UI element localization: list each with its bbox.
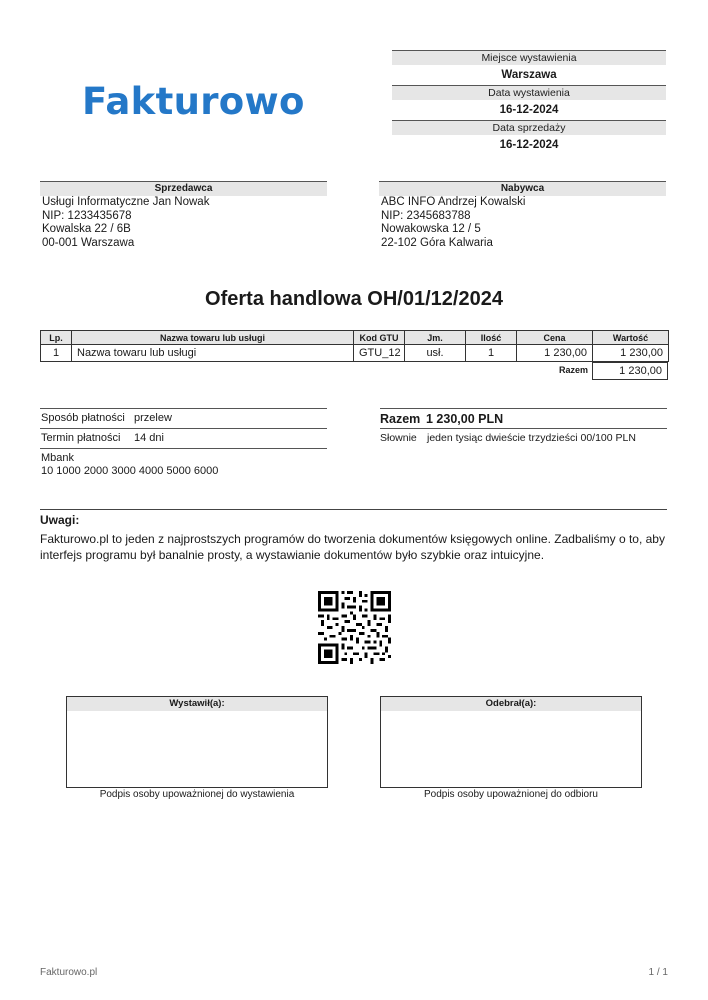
summary-words-value: jeden tysiąc dwieście trzydzieści 00/100 PLN [427, 432, 636, 444]
payment-term-value: 14 dni [134, 432, 164, 444]
notes-label: Uwagi: [40, 513, 80, 527]
col-header-gtu: Kod GTU [354, 331, 405, 345]
buyer-street: Nowakowska 12 / 5 [381, 223, 481, 235]
seller-street: Kowalska 22 / 6B [42, 223, 131, 235]
receiver-signature-box [380, 696, 642, 788]
table-total-value: 1 230,00 [592, 362, 668, 380]
sale-date-value: 16-12-2024 [499, 139, 559, 151]
footer-site: Fakturowo.pl [40, 967, 98, 978]
cell-unit: usł. [405, 345, 466, 362]
summary-words-label: Słownie [380, 432, 417, 444]
bank-name: Mbank [41, 452, 75, 464]
cell-value: 1 230,00 [593, 345, 669, 362]
col-header-price: Cena [517, 331, 593, 345]
col-header-unit: Jm. [405, 331, 466, 345]
receiver-signature-caption: Podpis osoby upoważnionej do odbioru [423, 789, 598, 800]
buyer-block [379, 181, 666, 250]
buyer-nip: NIP: 2345683788 [381, 209, 471, 222]
table-row [41, 345, 669, 362]
issue-date-value: 16-12-2024 [499, 104, 559, 116]
bank-account: 10 1000 2000 3000 4000 5000 6000 [41, 465, 219, 477]
issue-meta-box [392, 50, 666, 155]
summary-words-row [380, 428, 667, 447]
payment-method-value: przelew [134, 412, 172, 424]
seller-nip: NIP: 1233435678 [42, 209, 132, 222]
issue-place-value: Warszawa [501, 69, 557, 81]
issuer-signature-heading: Wystawił(a): [67, 697, 327, 711]
col-header-value: Wartość [593, 331, 669, 345]
summary-total-value: 1 230,00 PLN [426, 412, 504, 426]
qr-code-icon [318, 591, 391, 664]
cell-price: 1 230,00 [517, 345, 593, 362]
col-header-name: Nazwa towaru lub usługi [72, 331, 354, 345]
cell-gtu: GTU_12 [354, 345, 405, 362]
payment-method-row [40, 408, 327, 428]
seller-heading: Sprzedawca [40, 181, 327, 196]
summary-total-label: Razem [380, 412, 421, 426]
issuer-signature-caption: Podpis osoby upoważnionej do wystawienia [99, 789, 295, 800]
cell-name: Nazwa towaru lub usługi [72, 345, 354, 362]
col-header-qty: Ilość [466, 331, 517, 345]
notes-divider [40, 509, 667, 510]
issue-date-label: Data wystawienia [392, 85, 666, 100]
sale-date-label: Data sprzedaży [392, 120, 666, 135]
seller-block [40, 181, 327, 250]
buyer-name: ABC INFO Andrzej Kowalski [381, 196, 526, 208]
receiver-signature-heading: Odebrał(a): [381, 697, 641, 711]
cell-qty: 1 [466, 345, 517, 362]
document-title: Oferta handlowa OH/01/12/2024 [205, 288, 503, 310]
summary-total-row [380, 408, 667, 429]
company-logo: Fakturowo [82, 80, 305, 123]
seller-city: 00-001 Warszawa [42, 236, 135, 249]
col-header-lp: Lp. [41, 331, 72, 345]
table-total-label: Razem [558, 365, 588, 375]
items-table [40, 330, 669, 362]
issue-place-label: Miejsce wystawienia [392, 50, 666, 65]
payment-term-row [40, 428, 327, 448]
cell-lp: 1 [41, 345, 72, 362]
items-header-row [41, 331, 669, 345]
seller-name: Usługi Informatyczne Jan Nowak [42, 196, 210, 208]
notes-text: Fakturowo.pl to jeden z najprostszych programów do tworzenia dokumentów księgowych online. Zadbaliśmy o to, aby interfejs programu był banalnie prosty, a wystawianie dokumentów było szybkie oraz intuicyjne. [40, 532, 665, 562]
bank-block [40, 448, 327, 478]
footer-page-number: 1 / 1 [648, 967, 668, 978]
issuer-signature-box [66, 696, 328, 788]
buyer-heading: Nabywca [379, 181, 666, 196]
buyer-city: 22-102 Góra Kalwaria [381, 236, 493, 249]
payment-method-label: Sposób płatności [41, 412, 125, 424]
payment-term-label: Termin płatności [41, 432, 121, 444]
